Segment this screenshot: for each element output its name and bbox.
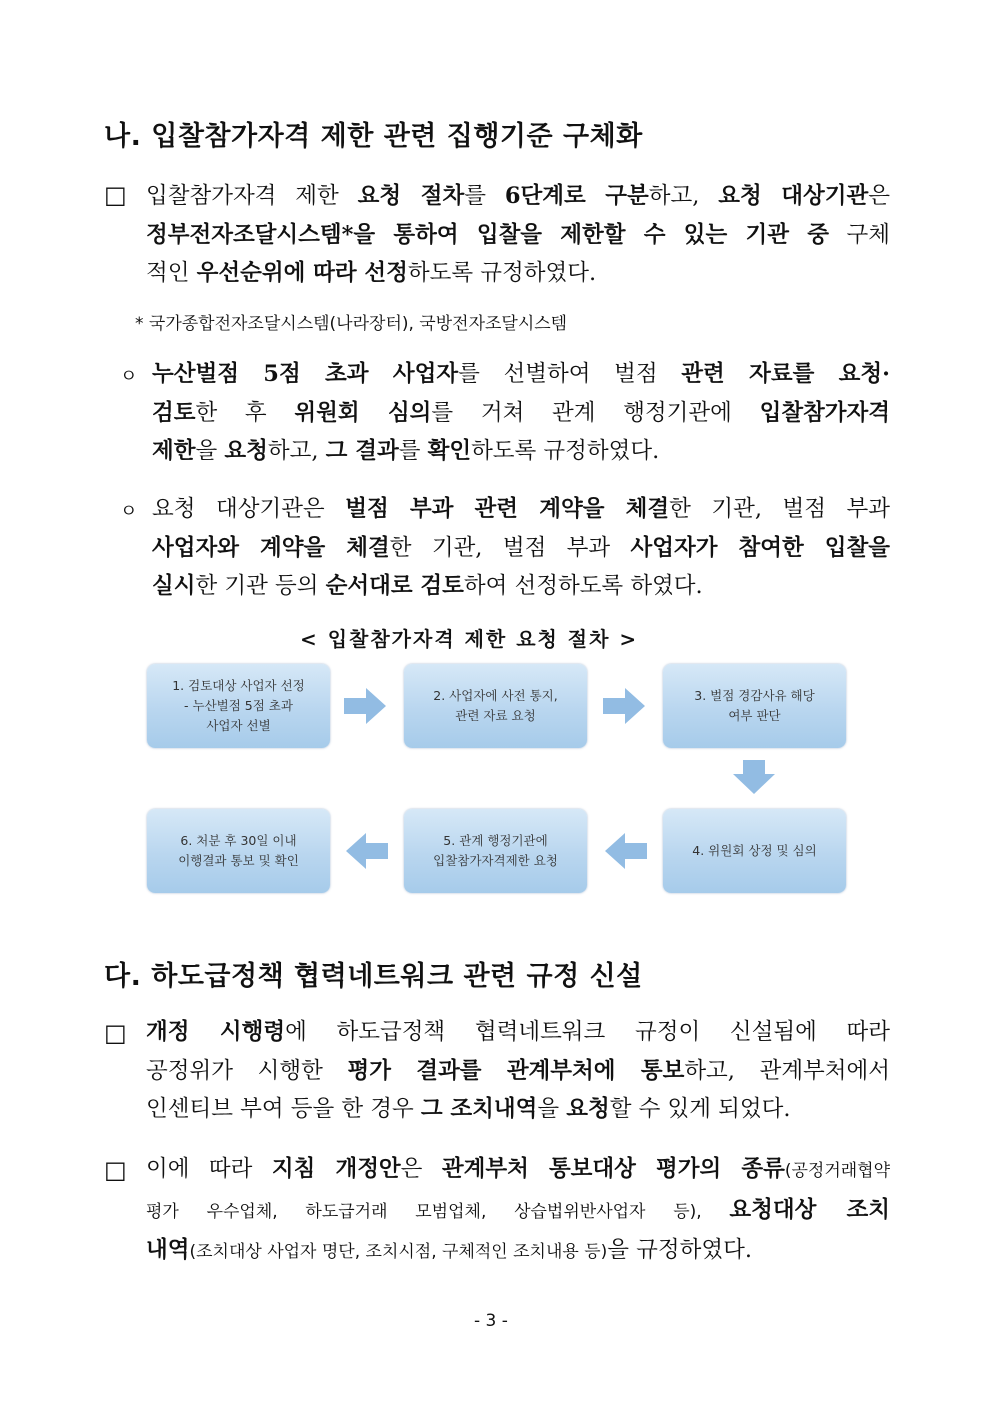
paragraph-guideline-amendment: 이에 따라 지침 개정안은 관계부처 통보대상 평가의 종류(공정거래협약 평가 우수업체, 하도급거래 모범업체, 상습법위반사업자 등), 요청대상 조치 내역(조치대상 사업자 명단, 조치시점, 구체적인 조치내용 등)을 규정하였다. [146,1156,891,1263]
flow-step-4: 4. 위원회 상정 및 심의 [663,809,846,893]
flow-step-1: 1. 검토대상 사업자 선정 - 누산벌점 5점 초과 사업자 선별 [147,664,330,748]
paragraph-procedure: 입찰참가자격 제한 요청 절차를 6단계로 구분하고, 요청 대상기관은 정부전자조달시스템*을 통하여 입찰을 제한할 수 있는 기관 중 구체 적인 우선순위에 따라 선정하도록 규정하였다. [146,183,890,286]
arrow-down-icon [733,760,775,794]
arrow-left-icon [346,833,388,869]
section-heading-na: 나. 입찰참가자격 제한 관련 집행기준 구체화 [104,121,643,152]
box-bullet: □ [104,1019,127,1047]
paragraph-target-agencies: 요청 대상기관은 벌점 부과 관련 계약을 체결한 기관, 벌점 부과 사업자와 계약을 체결한 기관, 벌점 부과 사업자가 참여한 입찰을 실시한 기관 등의 순서대로 검토하여 선정하도록 하였다. [152,496,890,599]
arrow-right-icon [603,688,645,724]
flow-step-3: 3. 벌점 경감사유 해당 여부 판단 [663,664,846,748]
footnote: * 국가종합전자조달시스템(나라장터), 국방전자조달시스템 [135,314,568,334]
arrow-right-icon [344,688,386,724]
box-bullet: □ [104,1156,127,1184]
box-bullet: □ [104,181,127,209]
flow-step-2: 2. 사업자에 사전 통지, 관련 자료 요청 [404,664,587,748]
circle-bullet: ㅇ [120,501,138,522]
section-heading-da: 다. 하도급정책 협력네트워크 관련 규정 신설 [104,961,643,992]
arrow-left-icon [605,833,647,869]
flow-step-5: 5. 관계 행정기관에 입찰참가자격제한 요청 [404,809,587,893]
circle-bullet: ㅇ [120,366,138,387]
flow-caption: < 입찰참가자격 제한 요청 절차 > [300,627,639,651]
page-number: - 3 - [474,1311,508,1331]
paragraph-penalty-review: 누산벌점 5점 초과 사업자를 선별하여 벌점 관련 자료를 요청· 검토한 후 위원회 심의를 거쳐 관계 행정기관에 입찰참가자격 제한을 요청하고, 그 결과를 확인하도록 규정하였다. [152,361,890,464]
paragraph-network-rule: 개정 시행령에 하도급정책 협력네트워크 규정이 신설됨에 따라 공정위가 시행한 평가 결과를 관계부처에 통보하고, 관계부처에서 인센티브 부여 등을 한 경우 그 조치내역을 요청할 수 있게 되었다. [146,1019,891,1122]
flow-step-6: 6. 처분 후 30일 이내 이행결과 통보 및 확인 [147,809,330,893]
